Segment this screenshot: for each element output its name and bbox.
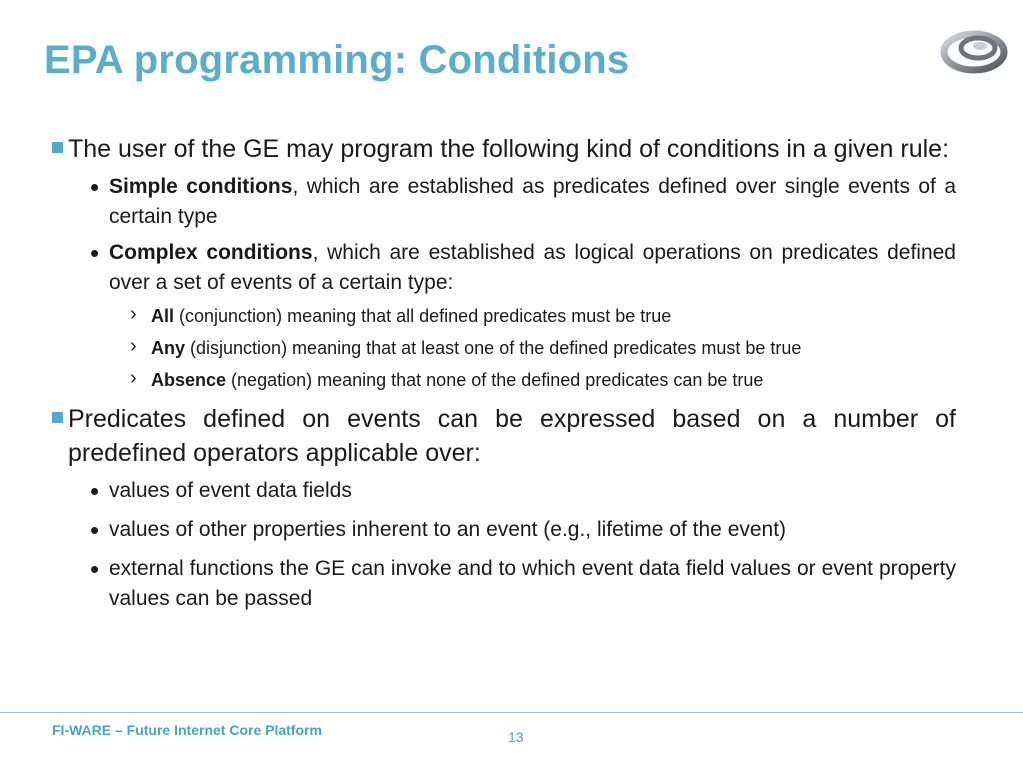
dot-bullet-icon: •: [90, 515, 100, 545]
sub-sub-bullet-term: All: [151, 306, 175, 326]
dot-bullet-icon: •: [90, 476, 100, 506]
sub-bullet-text: , which are established as predicates defined over single events of a certain type: [109, 175, 957, 228]
sub-bullet-text: external functions the GE can invoke and to which event data field values or event property values can be passed: [109, 557, 956, 610]
sub-sub-bullet-term: Any: [151, 338, 186, 358]
dot-bullet-icon: •: [90, 554, 100, 584]
sub-sub-bullet-text: (negation) meaning that none of the defined predicates can be true: [226, 370, 764, 390]
slide-title: EPA programming: Conditions: [44, 38, 630, 82]
sub-sub-bullet-absence: [48, 367, 956, 394]
square-bullet-icon: [52, 412, 63, 423]
sub-bullet-text: values of other properties inherent to an event (e.g., lifetime of the event): [109, 518, 787, 541]
chevron-bullet-icon: ›: [130, 367, 137, 389]
sub-sub-bullet-text: (disjunction) meaning that at least one of the defined predicates must be true: [185, 338, 802, 358]
bullet-text: The user of the GE may program the following kind of conditions in a given rule:: [68, 135, 950, 163]
bullet-predicates: [48, 402, 956, 470]
fi-ware-swirl-logo-icon: [940, 22, 1008, 78]
sub-bullet-term: Complex conditions: [109, 241, 313, 264]
square-bullet-icon: [52, 142, 63, 153]
slide-body: [48, 132, 956, 614]
sub-bullet-text: , which are established as logical operations on predicates defined over a set of events of a certain type:: [109, 241, 956, 294]
chevron-bullet-icon: ›: [130, 335, 137, 357]
sub-sub-bullet-text: (conjunction) meaning that all defined predicates must be true: [174, 306, 672, 326]
page-number: 13: [508, 729, 524, 745]
sub-bullet-other-properties: [48, 515, 956, 545]
sub-sub-bullet-all: [48, 303, 956, 330]
sub-bullet-term: Simple conditions: [109, 175, 293, 198]
sub-bullet-complex-conditions: [48, 238, 956, 298]
dot-bullet-icon: •: [90, 172, 100, 202]
bullet-text: Predicates defined on events can be expressed based on a number of predefined operators applicable over:: [68, 405, 956, 467]
sub-bullet-event-data-fields: [48, 476, 956, 506]
sub-sub-bullet-any: [48, 335, 956, 362]
footer-text: FI-WARE – Future Internet Core Platform: [52, 722, 322, 738]
sub-bullet-simple-conditions: [48, 172, 956, 232]
sub-bullet-text: values of event data fields: [109, 479, 352, 502]
dot-bullet-icon: •: [90, 238, 100, 268]
footer-divider: [0, 712, 1023, 713]
sub-sub-bullet-term: Absence: [151, 370, 227, 390]
chevron-bullet-icon: ›: [130, 303, 137, 325]
bullet-conditions: [48, 132, 956, 166]
sub-bullet-external-functions: [48, 554, 956, 614]
